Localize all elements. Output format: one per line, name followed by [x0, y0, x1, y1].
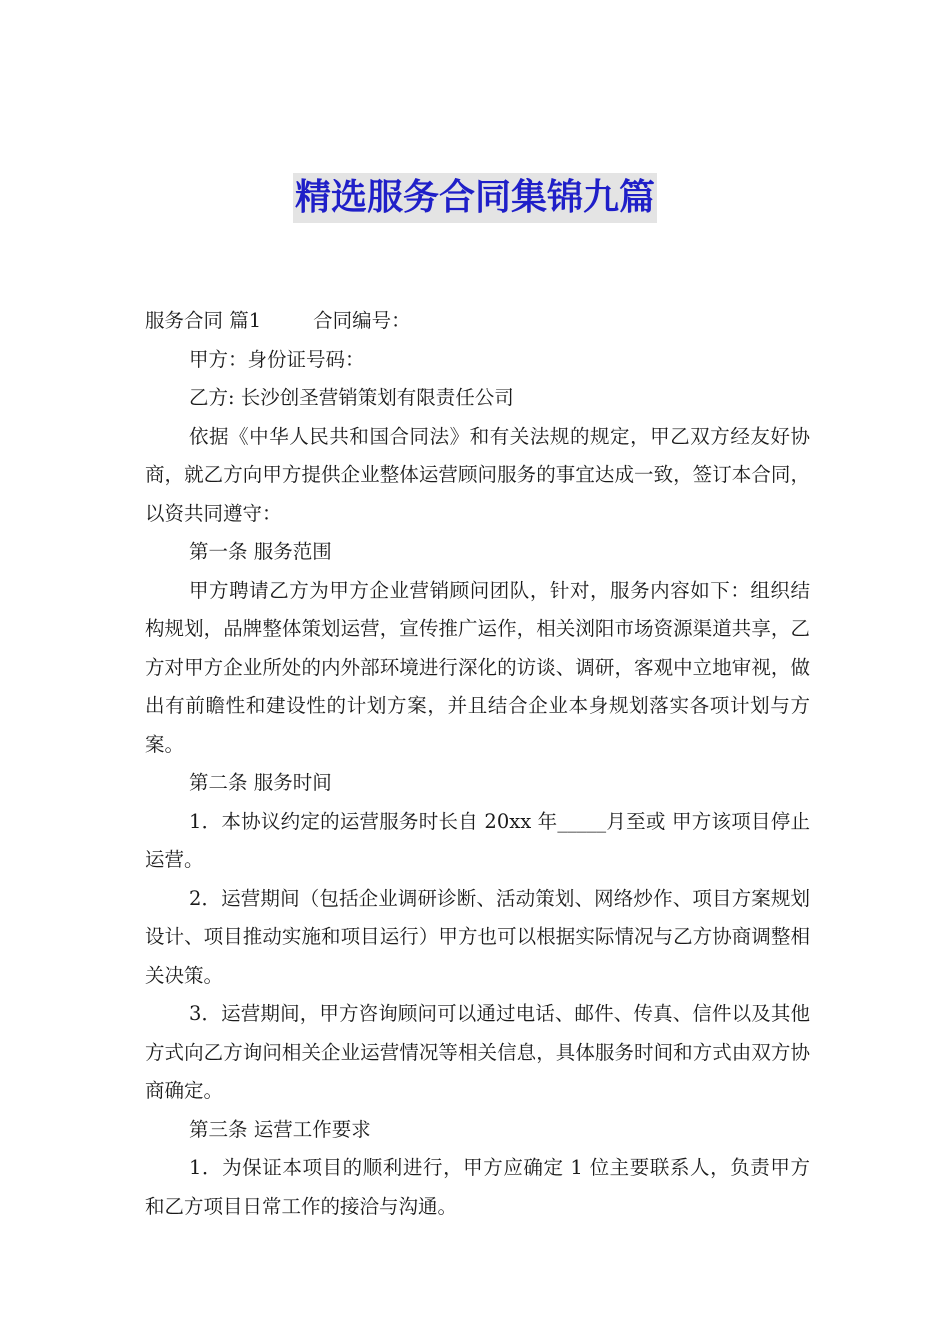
- article-2-item-1: 1．本协议约定的运营服务时长自 20xx 年_____月至或 甲方该项目停止运营。: [145, 809, 810, 871]
- article-2-heading: 第二条 服务时间: [189, 771, 332, 794]
- article-1-paragraph: 甲方聘请乙方为甲方企业营销顾问团队，针对，服务内容如下：组织结构规划，品牌整体策划运营，宣传推广运作，相关浏阳市场资源渠道共享，乙方对甲方企业所处的内外部环境进行深化的访谈、调研，客观中立地审视，做出有前瞻性和建设性的计划方案，并且结合企业本身规划落实各项计划与方案。: [145, 578, 810, 756]
- article-3-heading: 第三条 运营工作要求: [189, 1117, 371, 1141]
- party-b-line: 乙方: 长沙创圣营销策划有限责任公司: [189, 386, 514, 409]
- article-1-heading: 第一条 服务范围: [189, 540, 332, 563]
- document-body: [145, 302, 810, 1226]
- document-title: 精选服务合同集锦九篇: [293, 173, 657, 223]
- article-2-item-3: 3．运营期间，甲方咨询顾问可以通过电话、邮件、传真、信件以及其他方式向乙方询问相关企业运营情况等相关信息，具体服务时间和方式由双方协商确定。: [145, 1002, 810, 1102]
- preamble-paragraph: 依据《中华人民共和国合同法》和有关法规的规定，甲乙双方经友好协商，就乙方向甲方提供企业整体运营顾问服务的事宜达成一致，签订本合同，以资共同遵守：: [145, 424, 810, 525]
- contract-header-line: [145, 302, 810, 341]
- contract-number-label: 合同编号：: [313, 309, 411, 332]
- contract-section-label: 服务合同 篇1: [145, 309, 262, 332]
- title-container: [0, 173, 950, 223]
- article-2-item-2: 2．运营期间（包括企业调研诊断、活动策划、网络炒作、项目方案规划设计、项目推动实施和项目运行）甲方也可以根据实际情况与乙方协商调整相关决策。: [145, 886, 810, 987]
- article-3-item-1: 1．为保证本项目的顺利进行，甲方应确定 1 位主要联系人，负责甲方和乙方项目日常工作的接洽与沟通。: [145, 1156, 810, 1218]
- party-a-line: 甲方：身份证号码：: [189, 347, 365, 371]
